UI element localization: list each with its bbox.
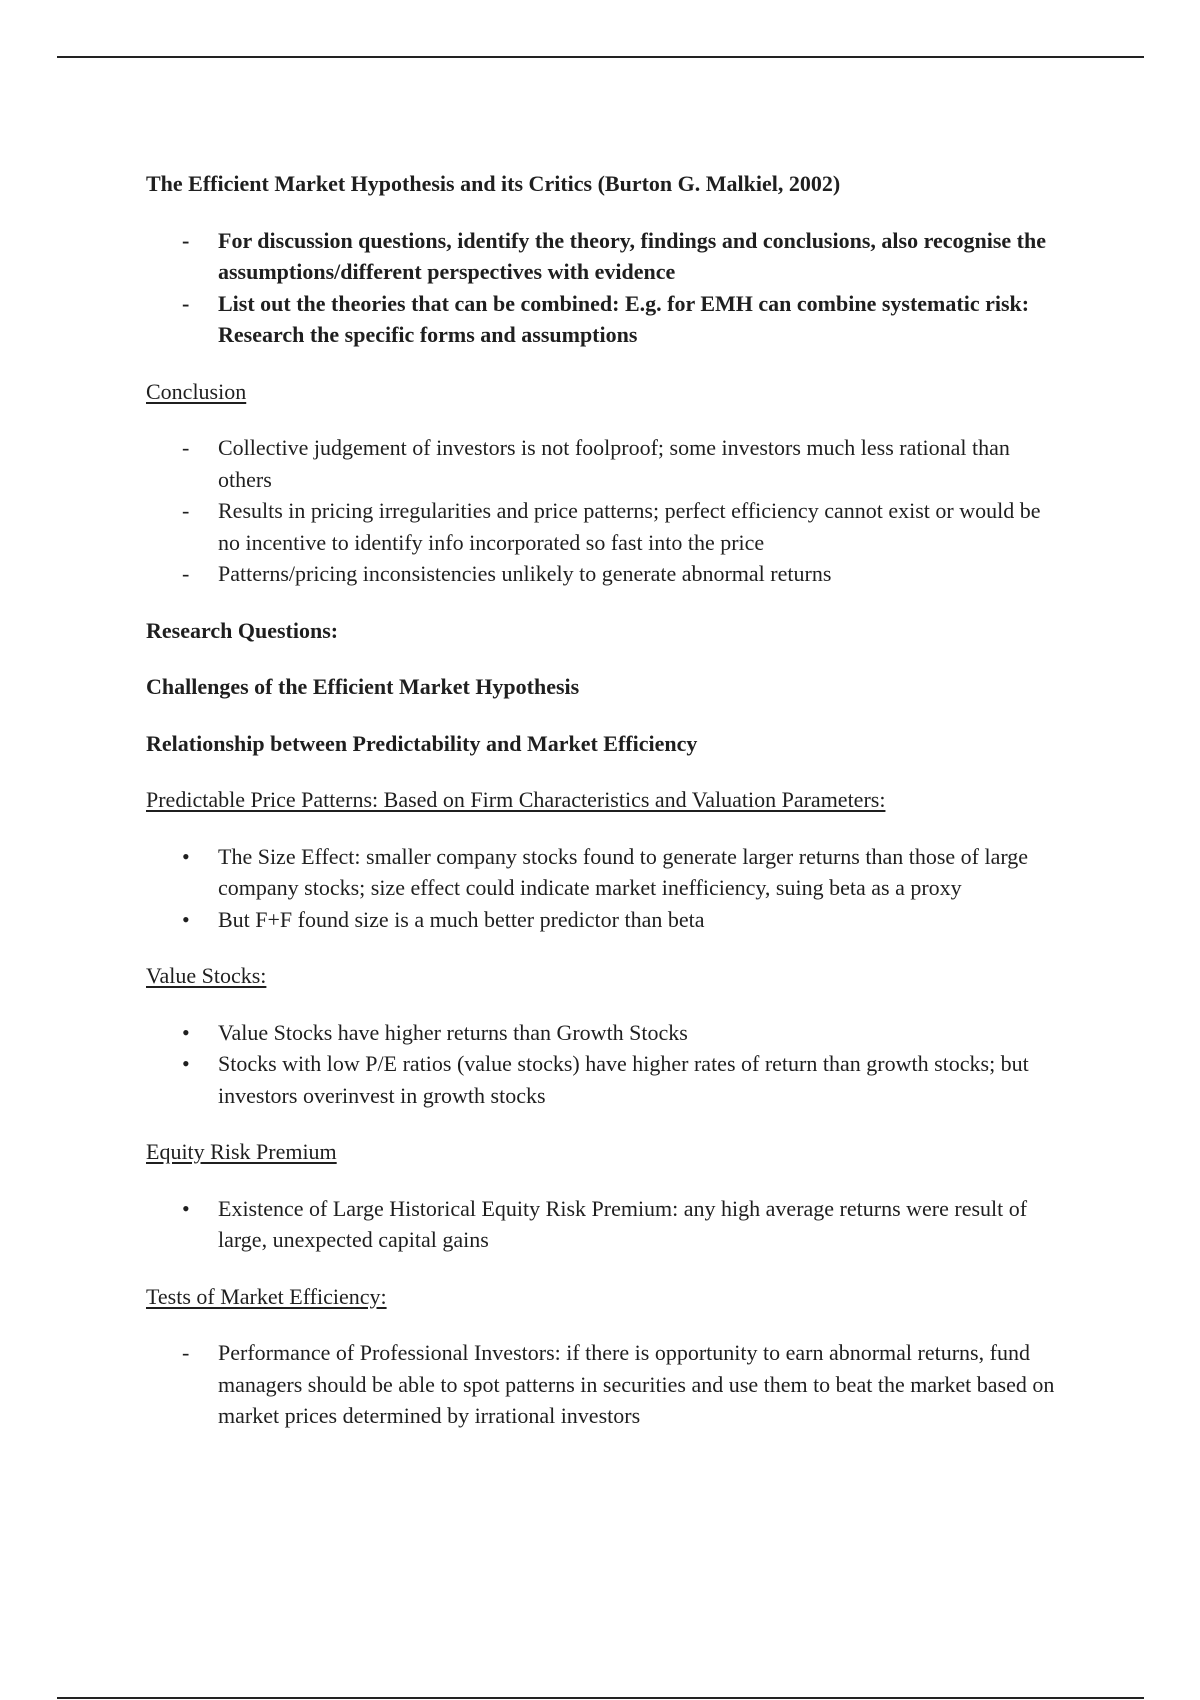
intro-list: [146, 225, 1066, 351]
section-heading-value-stocks: Value Stocks:: [146, 963, 267, 988]
dash-marker: -: [182, 1340, 190, 1365]
dash-marker: -: [182, 227, 190, 253]
conclusion-list: [146, 432, 1066, 590]
list-item-text: Patterns/pricing inconsistencies unlikely to generate abnormal returns: [218, 561, 832, 586]
bullet-marker: •: [182, 1195, 190, 1221]
footer-rule: [57, 1697, 1144, 1699]
document-title: The Efficient Market Hypothesis and its Critics (Burton G. Malkiel, 2002): [146, 171, 841, 196]
list-item-text: For discussion questions, identify the theory, findings and conclusions, also recognise the assumptions/different perspectives with evidence: [218, 227, 1046, 284]
heading-challenges: Challenges of the Efficient Market Hypothesis: [146, 674, 580, 699]
list-item: [146, 1048, 1066, 1111]
tests-list: [146, 1337, 1066, 1432]
value-stocks-list: [146, 1017, 1066, 1112]
list-item: [146, 841, 1066, 904]
list-item-text: Results in pricing irregularities and price patterns; perfect efficiency cannot exist or would be no incentive to identify info incorporated so fast into the price: [218, 498, 1041, 555]
list-item: [146, 495, 1066, 558]
list-item-text: Existence of Large Historical Equity Risk Premium: any high average returns were result of large, unexpected capital gains: [218, 1195, 1028, 1252]
section-heading-conclusion: Conclusion: [146, 378, 247, 404]
heading-relationship: Relationship between Predictability and Market Efficiency: [146, 730, 698, 756]
dash-marker: -: [182, 498, 190, 523]
heading-research-questions: Research Questions:: [146, 617, 339, 643]
list-item: [146, 288, 1066, 351]
equity-risk-list: [146, 1193, 1066, 1256]
document-body: [146, 168, 1066, 1457]
section-heading-tests-of-efficiency: Tests of Market Efficiency:: [146, 1283, 387, 1309]
list-item-text: But F+F found size is a much better predictor than beta: [218, 906, 705, 932]
dash-marker: -: [182, 561, 190, 586]
list-item-text: Stocks with low P/E ratios (value stocks) have higher rates of return than growth stocks; but investors overinvest in growth stocks: [218, 1051, 1029, 1108]
list-item: [146, 904, 1066, 936]
list-item-text: Value Stocks have higher returns than Growth Stocks: [218, 1019, 688, 1045]
list-item-text: Collective judgement of investors is not foolproof; some investors much less rational than others: [218, 435, 1010, 492]
bullet-marker: •: [182, 1051, 190, 1076]
list-item: [146, 558, 1066, 590]
dash-marker: -: [182, 290, 190, 316]
list-item: [146, 432, 1066, 495]
bullet-marker: •: [182, 906, 190, 932]
dash-marker: -: [182, 435, 190, 460]
list-item: [146, 1017, 1066, 1049]
list-item-text: The Size Effect: smaller company stocks found to generate larger returns than those of large company stocks; size effect could indicate market inefficiency, suing beta as a proxy: [218, 843, 1029, 900]
list-item: [146, 225, 1066, 288]
list-item-text: List out the theories that can be combined: E.g. for EMH can combine systematic risk: Research the specific forms and assumptions: [218, 290, 1030, 347]
bullet-marker: •: [182, 843, 190, 869]
section-heading-equity-risk-premium: Equity Risk Premium: [146, 1139, 337, 1164]
section-heading-predictable-patterns: Predictable Price Patterns: Based on Firm Characteristics and Valuation Parameters:: [146, 787, 886, 812]
list-item: [146, 1193, 1066, 1256]
list-item-text: Performance of Professional Investors: if there is opportunity to earn abnormal returns, fund managers should be able to spot patterns in securities and use them to beat the market based on market prices determined by irrational investors: [218, 1340, 1055, 1428]
list-item: [146, 1337, 1066, 1432]
predictable-list: [146, 841, 1066, 936]
bullet-marker: •: [182, 1019, 190, 1045]
header-rule: [57, 56, 1144, 58]
